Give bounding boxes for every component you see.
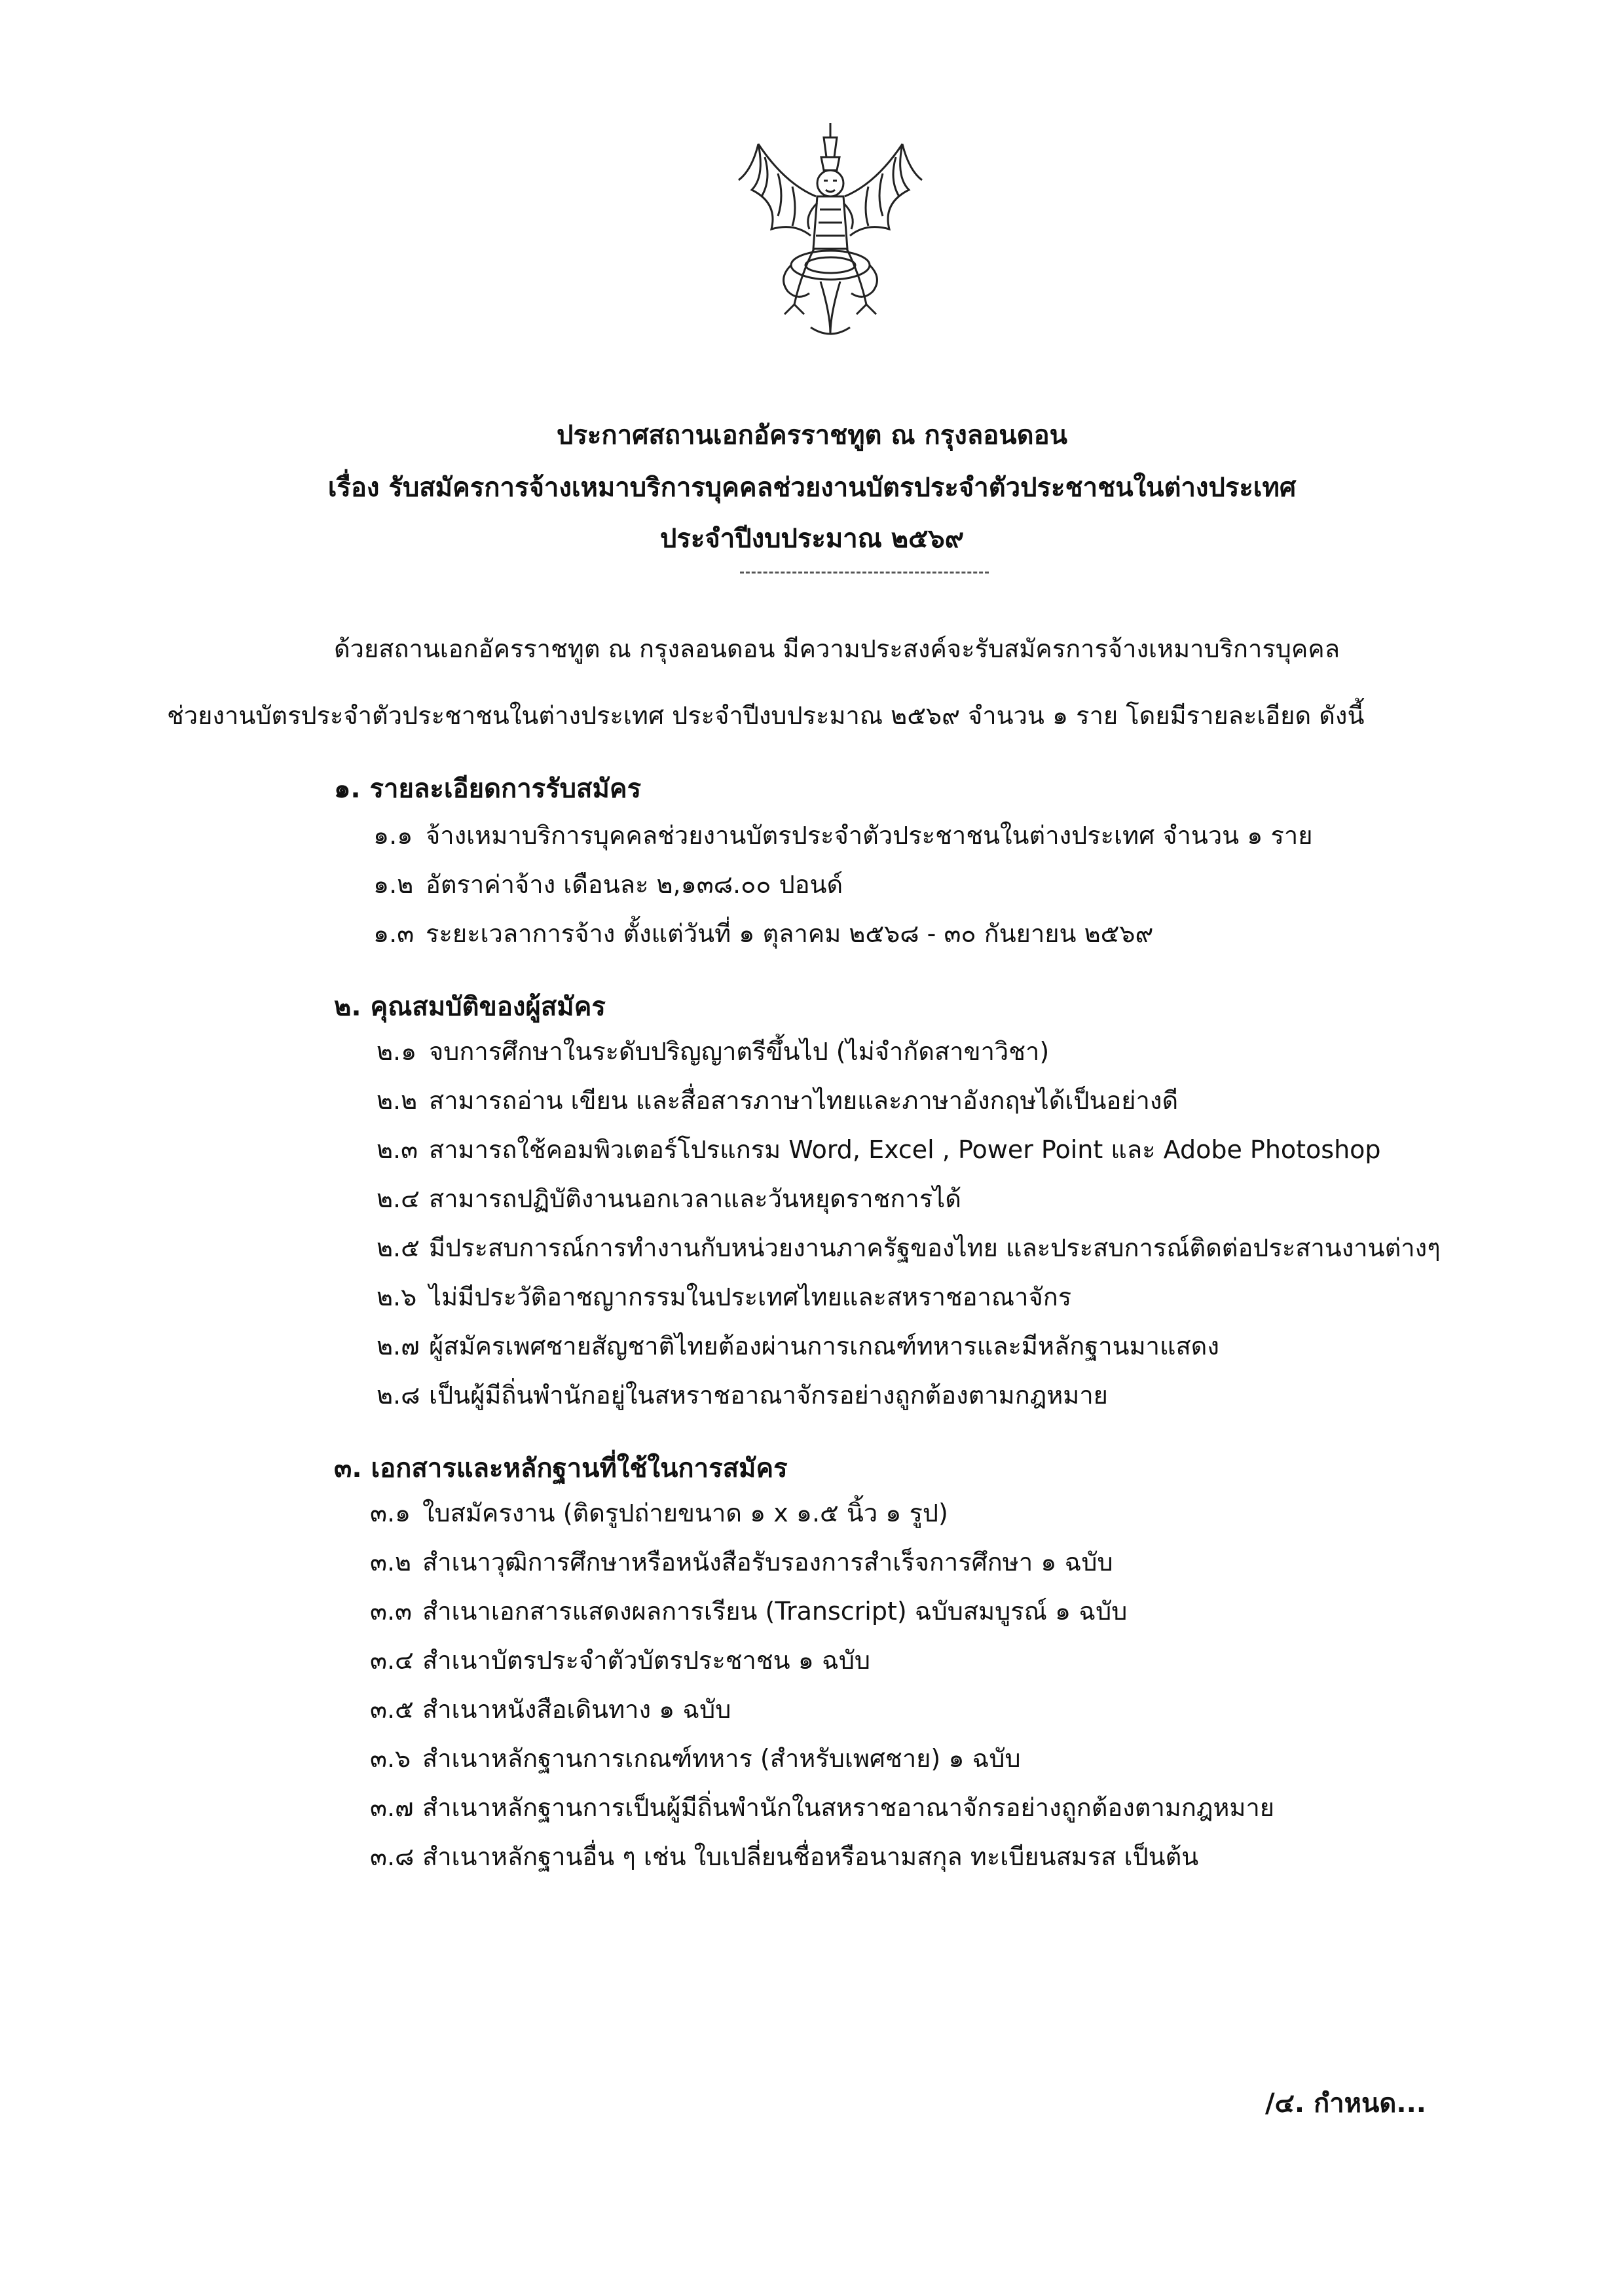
item-text: สำเนาหลักฐานการเป็นผู้มีถิ่นพำนักในสหราชอาณาจักรอย่างถูกต้องตามกฎหมาย [422, 1793, 1275, 1822]
item-text: ใบสมัครงาน (ติดรูปถ่ายขนาด ๑ x ๑.๕ นิ้ว ๑ รูป) [422, 1499, 948, 1527]
item-number: ๒.๕ [377, 1233, 420, 1262]
list-item [370, 1640, 870, 1680]
item-number: ๒.๔ [377, 1184, 420, 1213]
list-item [377, 1375, 1108, 1415]
list-item [377, 1031, 1049, 1071]
item-number: ๑.๓ [373, 919, 415, 948]
item-number: ๓.๖ [370, 1744, 411, 1773]
title-divider [740, 572, 989, 574]
item-number: ๑.๒ [373, 870, 414, 899]
item-text: จบการศึกษาในระดับปริญญาตรีขึ้นไป (ไม่จำกัดสาขาวิชา) [429, 1037, 1050, 1066]
list-item [370, 1493, 948, 1533]
item-text: จ้างเหมาบริการบุคคลช่วยงานบัตรประจำตัวประชาชนในต่างประเทศ จำนวน ๑ ราย [426, 821, 1313, 850]
list-item [370, 1542, 1113, 1582]
intro-line-2: ช่วยงานบัตรประจำตัวประชาชนในต่างประเทศ ประจำปีงบประมาณ ๒๕๖๙ จำนวน ๑ ราย โดยมีรายละเอียด ดังนี้ [167, 701, 1365, 730]
list-item [377, 1326, 1219, 1366]
page-continuation: /๔. กำหนด... [1265, 2088, 1426, 2119]
item-text: อัตราค่าจ้าง เดือนละ ๒,๑๓๘.๐๐ ปอนด์ [426, 870, 843, 899]
list-item [377, 1178, 961, 1218]
item-text: สำเนาเอกสารแสดงผลการเรียน (Transcript) ฉบับสมบูรณ์ ๑ ฉบับ [422, 1597, 1128, 1626]
announcement-subject: เรื่อง รับสมัครการจ้างเหมาบริการบุคคลช่วยงานบัตรประจำตัวประชาชนในต่างประเทศ [327, 473, 1297, 503]
item-number: ๓.๘ [370, 1842, 415, 1871]
section-1-heading: ๑. รายละเอียดการรับสมัคร [334, 774, 642, 804]
list-item [370, 1689, 731, 1729]
item-text: เป็นผู้มีถิ่นพำนักอยู่ในสหราชอาณาจักรอย่างถูกต้องตามกฎหมาย [429, 1381, 1108, 1410]
section-3-heading: ๓. เอกสารและหลักฐานที่ใช้ในการสมัคร [334, 1453, 788, 1484]
list-item [370, 1738, 1021, 1778]
item-text: ผู้สมัครเพศชายสัญชาติไทยต้องผ่านการเกณฑ์ทหารและมีหลักฐานมาแสดง [429, 1332, 1219, 1360]
item-number: ๓.๒ [370, 1548, 412, 1576]
item-number: ๓.๑ [370, 1499, 411, 1527]
list-item [373, 864, 843, 904]
announcement-title: ประกาศสถานเอกอัครราชทูต ณ กรุงลอนดอน [557, 420, 1067, 450]
item-text: สามารถปฏิบัติงานนอกเวลาและวันหยุดราชการได้ [429, 1184, 961, 1213]
list-item [373, 815, 1312, 855]
list-item [370, 1591, 1127, 1631]
item-number: ๓.๗ [370, 1793, 414, 1822]
item-number: ๒.๘ [377, 1381, 420, 1410]
list-item [377, 1080, 1178, 1120]
list-item [377, 1129, 1381, 1169]
item-text: ไม่มีประวัติอาชญากรรมในประเทศไทยและสหราชอาณาจักร [429, 1283, 1072, 1311]
item-text: สามารถอ่าน เขียน และสื่อสารภาษาไทยและภาษาอังกฤษได้เป็นอย่างดี [429, 1086, 1179, 1115]
item-number: ๓.๓ [370, 1597, 413, 1626]
list-item [370, 1787, 1274, 1827]
item-number: ๒.๖ [377, 1283, 417, 1311]
garuda-emblem-icon [732, 118, 929, 340]
item-text: สามารถใช้คอมพิวเตอร์โปรแกรม Word, Excel , Power Point และ Adobe Photoshop [429, 1135, 1381, 1164]
intro-line-1: ด้วยสถานเอกอัครราชทูต ณ กรุงลอนดอน มีความประสงค์จะรับสมัครการจ้างเหมาบริการบุคคล [334, 634, 1340, 663]
item-number: ๓.๔ [370, 1646, 414, 1675]
item-text: สำเนาวุฒิการศึกษาหรือหนังสือรับรองการสำเร็จการศึกษา ๑ ฉบับ [422, 1548, 1113, 1576]
item-number: ๒.๗ [377, 1332, 420, 1360]
list-item [373, 913, 1153, 953]
item-text: สำเนาหลักฐานอื่น ๆ เช่น ใบเปลี่ยนชื่อหรือนามสกุล ทะเบียนสมรส เป็นต้น [422, 1842, 1199, 1871]
item-number: ๑.๑ [373, 821, 413, 850]
item-text: สำเนาหนังสือเดินทาง ๑ ฉบับ [422, 1695, 731, 1724]
item-number: ๒.๓ [377, 1135, 418, 1164]
item-text: ระยะเวลาการจ้าง ตั้งแต่วันที่ ๑ ตุลาคม ๒๕๖๘ - ๓๐ กันยายน ๒๕๖๙ [426, 919, 1154, 948]
list-item [370, 1836, 1198, 1876]
item-number: ๒.๒ [377, 1086, 418, 1115]
item-text: มีประสบการณ์การทำงานกับหน่วยงานภาครัฐของไทย และประสบการณ์ติดต่อประสานงานต่างๆ [429, 1233, 1441, 1262]
announcement-fiscal-year: ประจำปีงบประมาณ ๒๕๖๙ [659, 524, 965, 554]
list-item [377, 1277, 1071, 1317]
item-number: ๓.๕ [370, 1695, 414, 1724]
section-2-heading: ๒. คุณสมบัติของผู้สมัคร [334, 992, 606, 1022]
item-number: ๒.๑ [377, 1037, 417, 1066]
list-item [377, 1228, 1441, 1267]
item-text: สำเนาบัตรประจำตัวบัตรประชาชน ๑ ฉบับ [422, 1646, 871, 1675]
item-text: สำเนาหลักฐานการเกณฑ์ทหาร (สำหรับเพศชาย) ๑ ฉบับ [422, 1744, 1021, 1773]
